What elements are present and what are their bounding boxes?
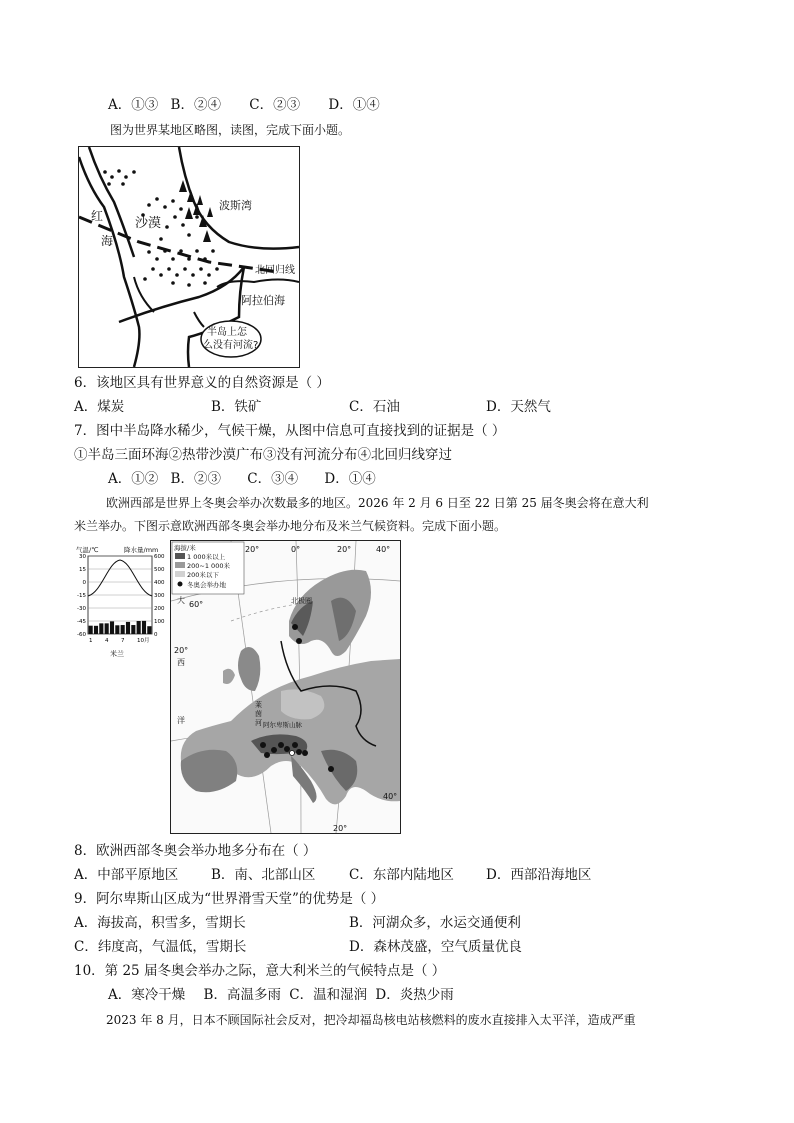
climate-left-tick: -60 — [77, 632, 86, 638]
climate-right-tick: 0 — [154, 632, 158, 638]
milan-climate-chart — [74, 544, 170, 660]
precipitation-bar — [121, 625, 125, 634]
q10-option-b: B．高温多雨 — [203, 987, 281, 1003]
precipitation-bar — [137, 621, 141, 634]
precipitation-bar — [147, 626, 151, 634]
q8-option-d: D．西部沿海地区 — [486, 867, 592, 883]
europe-map-drawing — [171, 541, 400, 833]
climate-month-label: 7 — [121, 638, 125, 644]
arabia-map — [78, 146, 300, 368]
alps-label: 阿尔卑斯山脉 — [263, 721, 302, 729]
q7-option-b: B．②③ — [170, 471, 221, 487]
q10-option-a: A．寒冷干燥 — [108, 987, 186, 1003]
q7-items: ①半岛三面环海②热带沙漠广布③没有河流分布④北回归线穿过 — [74, 447, 452, 463]
climate-right-tick: 600 — [154, 554, 165, 560]
q7-option-c: C．③④ — [247, 471, 299, 487]
q5-option-c: C．②③ — [249, 97, 301, 113]
intro-text-2-line-2: 米兰举办。下图示意欧洲西部冬奥会举办地分布及米兰气候资料。完成下面小题。 — [74, 519, 507, 533]
climate-city-label: 米兰 — [110, 650, 124, 658]
precipitation-bar — [94, 626, 98, 634]
lat-label-60: 60° — [189, 600, 204, 609]
lon-label-20w: 20° — [245, 545, 260, 554]
q7-option-a: A．①② — [108, 471, 159, 487]
precipitation-bar — [126, 622, 130, 634]
q5-option-a: A．①③ — [108, 97, 159, 113]
climate-right-tick: 100 — [154, 619, 165, 625]
q10-stem: 10．第 25 届冬奥会举办之际，意大利米兰的气候特点是（ ） — [74, 963, 446, 979]
q10-options — [108, 986, 454, 1004]
arabia-map-drawing — [79, 147, 299, 367]
climate-right-tick: 300 — [154, 593, 165, 599]
q9-option-d: D．森林茂盛，空气质量优良 — [349, 939, 522, 955]
climate-right-tick: 400 — [154, 580, 165, 586]
climate-month-label: 4 — [105, 638, 109, 644]
q8-stem: 8．欧洲西部冬奥会举办地多分布在（ ） — [74, 843, 317, 859]
tropic-label: 北回归线 — [255, 265, 295, 276]
climate-right-tick: 500 — [154, 567, 165, 573]
lat-label-20: 20° — [174, 646, 189, 655]
lon-label-bottom: 20° — [333, 824, 348, 833]
q6-option-a: A．煤炭 — [74, 399, 125, 415]
arabian-sea-label: 阿拉伯海 — [241, 294, 285, 307]
q8-option-c: C．东部内陆地区 — [349, 867, 454, 883]
red-sea-label-1: 红 — [91, 209, 104, 223]
q7-option-d: D．①④ — [324, 471, 376, 487]
precipitation-bar — [89, 626, 93, 634]
climate-left-axis-title: 气温/℃ — [76, 546, 99, 554]
precipitation-bar — [115, 625, 119, 634]
atlantic-label-2: 西 — [177, 658, 185, 667]
lon-label-20e: 20° — [337, 545, 352, 554]
atlantic-label-3: 洋 — [177, 716, 185, 725]
q5-option-d: D．①④ — [328, 97, 380, 113]
lat-label-40: 40° — [383, 792, 398, 801]
q5-option-b: B．②④ — [170, 97, 221, 113]
climate-left-tick: -15 — [77, 593, 86, 599]
climate-left-tick: 15 — [79, 567, 86, 573]
atlantic-label-1: 大 — [177, 596, 185, 605]
rhine-label-1: 莱 — [255, 701, 262, 709]
precipitation-bar — [110, 621, 114, 634]
q8-option-a: A．中部平原地区 — [74, 867, 179, 883]
q9-stem: 9．阿尔卑斯山区成为“世界滑雪天堂”的优势是（ ） — [74, 891, 385, 907]
tail-paragraph: 2023 年 8 月，日本不顾国际社会反对，把冷却福岛核电站核燃料的废水直接排入太平洋，造成严重 — [106, 1013, 636, 1027]
lon-label-0: 0° — [291, 545, 301, 554]
climate-left-tick: 30 — [79, 554, 86, 560]
climate-left-tick: -45 — [77, 619, 86, 625]
precipitation-bar — [99, 623, 103, 634]
precipitation-bar — [142, 621, 146, 634]
legend-title: 海拔/米 — [174, 544, 196, 552]
climate-left-tick: -30 — [77, 606, 86, 612]
persian-gulf-label: 波斯湾 — [219, 199, 252, 212]
intro-text-2-line-1: 欧洲西部是世界上冬奥会举办次数最多的地区。2026 年 2 月 6 日至 22 日第 25 届冬奥会将在意大利 — [106, 496, 649, 510]
q7-stem: 7．图中半岛降水稀少，气候干燥，从图中信息可直接找到的证据是（ ） — [74, 423, 506, 439]
rhine-label-3: 河 — [255, 719, 262, 727]
legend-item-high: 1 000米以上 — [187, 553, 226, 561]
climate-left-tick: 0 — [82, 580, 86, 586]
q8-option-b: B．南、北部山区 — [211, 867, 316, 883]
arctic-circle-label: 北极圈 — [291, 597, 312, 605]
climate-chart-svg — [74, 544, 170, 660]
q10-option-d: D．炎热少雨 — [375, 987, 454, 1003]
q9-option-a: A．海拔高，积雪多，雪期长 — [74, 915, 246, 931]
climate-right-tick: 200 — [154, 606, 165, 612]
oil-derrick-icons — [179, 180, 213, 242]
bubble-line-2: 么没有河流? — [203, 340, 259, 351]
q6-option-b: B．铁矿 — [211, 399, 262, 415]
lon-label-40e: 40° — [376, 545, 391, 554]
legend-item-low: 200米以下 — [187, 571, 219, 579]
desert-label: 沙漠 — [135, 216, 162, 231]
q7-options — [108, 470, 376, 488]
rhine-label-2: 茵 — [255, 710, 262, 718]
q10-option-c: C．温和湿润 — [289, 987, 368, 1003]
precipitation-bar — [105, 623, 109, 634]
intro-text-1: 图为世界某地区略图，读图，完成下面小题。 — [110, 123, 351, 137]
legend-item-mid: 200~1 000米 — [187, 562, 230, 570]
q9-option-b: B．河湖众多，水运交通便利 — [349, 915, 521, 931]
europe-map — [170, 540, 401, 834]
climate-month-label: 1 — [89, 638, 93, 644]
q6-stem: 6．该地区具有世界意义的自然资源是（ ） — [74, 375, 330, 391]
climate-right-axis-title: 降水量/mm — [124, 546, 159, 554]
red-sea-label-2: 海 — [101, 234, 114, 248]
q5-options — [108, 96, 380, 114]
q6-option-c: C．石油 — [349, 399, 400, 415]
precipitation-bar — [131, 625, 135, 634]
bubble-line-1: 半岛上怎 — [207, 327, 247, 338]
legend-item-venue: 冬奥会举办地 — [187, 581, 226, 589]
q9-option-c: C．纬度高，气温低，雪期长 — [74, 939, 247, 955]
climate-month-label: 10月 — [137, 638, 150, 644]
q6-option-d: D．天然气 — [486, 399, 551, 415]
